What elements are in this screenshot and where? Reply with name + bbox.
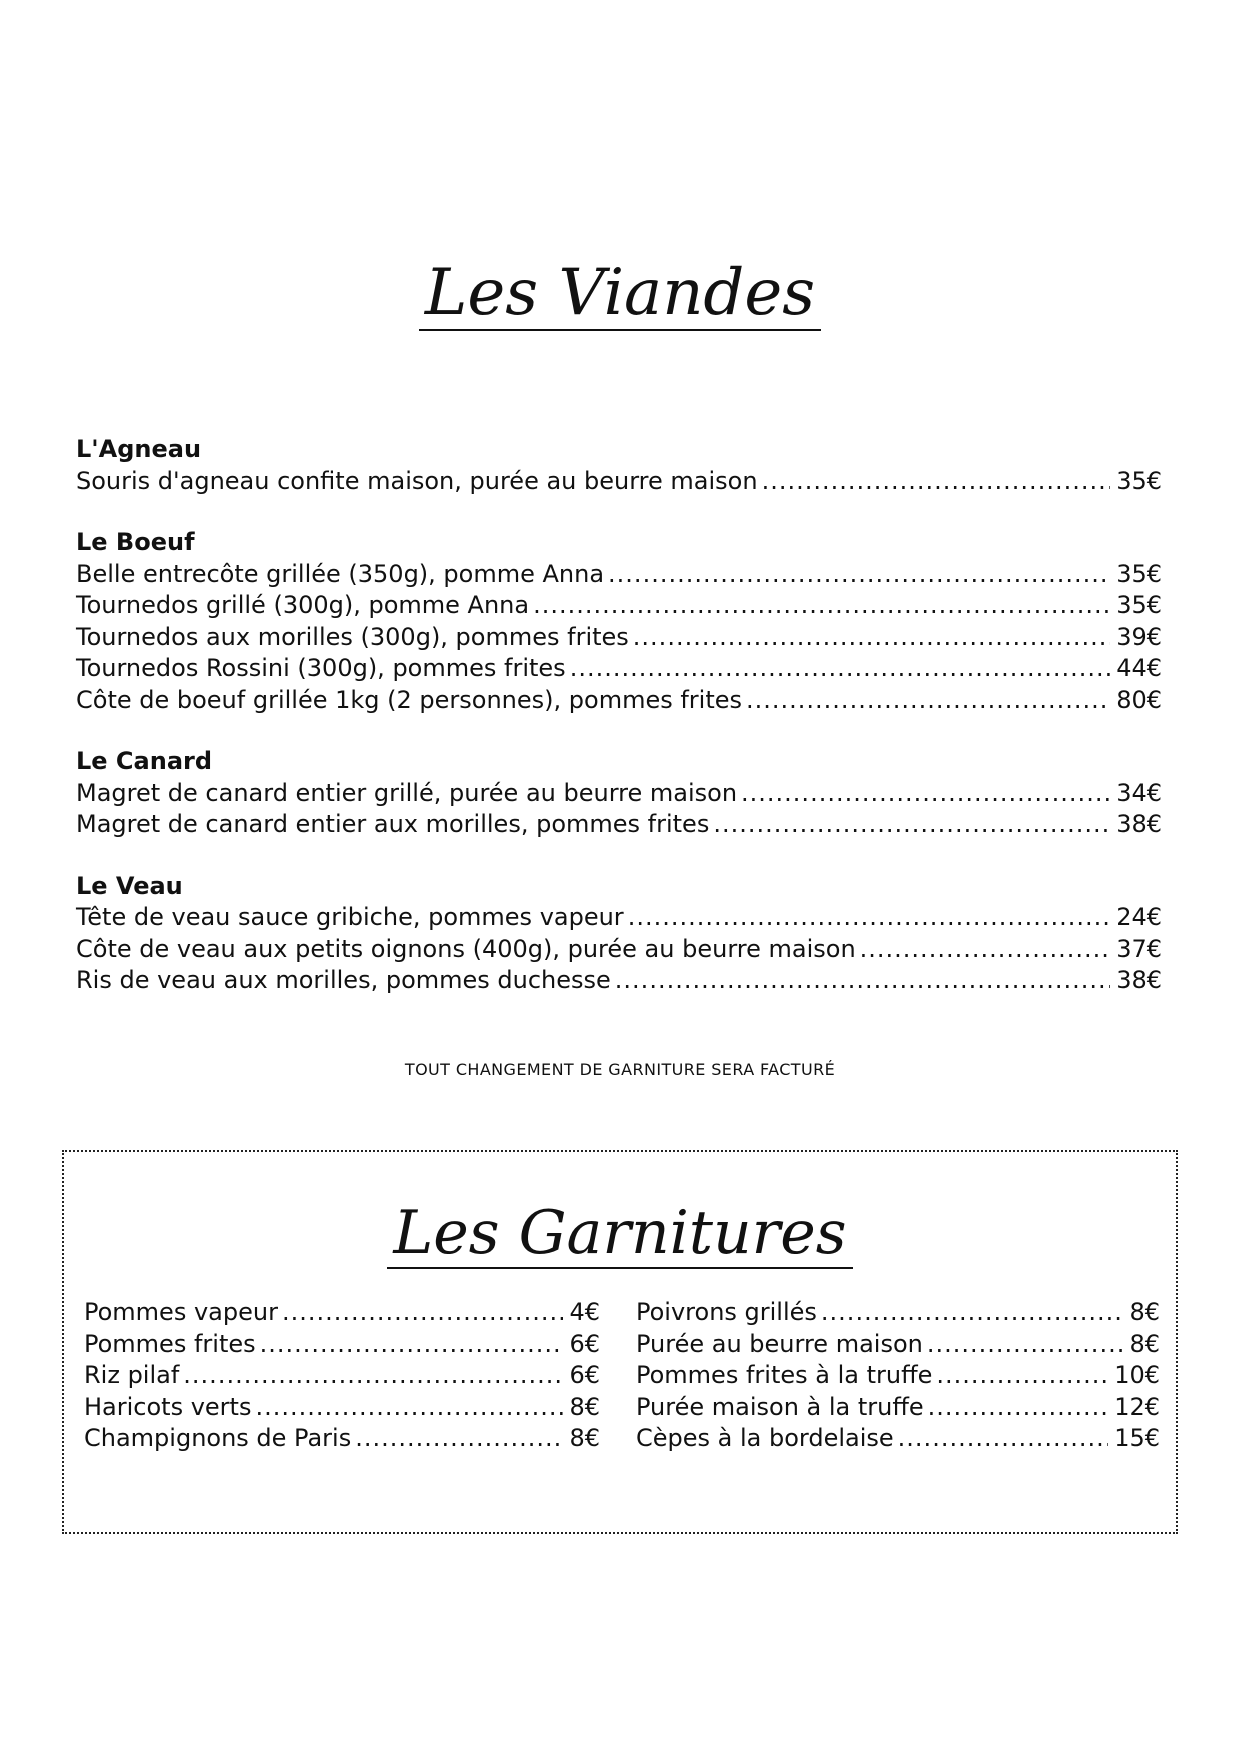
item-name: Tête de veau sauce gribiche, pommes vapeur	[76, 903, 624, 931]
item-price: 24€	[1116, 903, 1162, 931]
leader-dots	[260, 1329, 564, 1361]
item-name: Magret de canard entier aux morilles, pommes frites	[76, 810, 710, 838]
leader-dots	[355, 1423, 563, 1455]
garniture-item	[636, 1360, 1160, 1392]
leader-dots	[936, 1360, 1108, 1392]
leader-dots	[741, 778, 1110, 810]
garniture-item	[84, 1423, 600, 1455]
garniture-item	[636, 1329, 1160, 1361]
item-name: Tournedos Rossini (300g), pommes frites	[76, 654, 566, 682]
leader-dots	[898, 1423, 1109, 1455]
item-price: 80€	[1116, 685, 1162, 714]
menu-item	[76, 685, 1162, 717]
garniture-item	[84, 1297, 600, 1329]
category-boeuf	[76, 527, 1162, 716]
item-price: 12€	[1114, 1392, 1160, 1421]
category-title: Le Veau	[76, 871, 183, 900]
garnish-notice: TOUT CHANGEMENT DE GARNITURE SERA FACTURÉ	[404, 1060, 836, 1079]
leader-dots	[821, 1297, 1124, 1329]
garniture-item	[636, 1423, 1160, 1455]
item-price: 8€	[1129, 1329, 1160, 1358]
item-name: Ris de veau aux morilles, pommes duchesse	[76, 966, 611, 994]
item-name: Champignons de Paris	[84, 1424, 352, 1452]
leader-dots	[570, 653, 1111, 685]
leader-dots	[533, 590, 1110, 622]
garnitures-right-column	[636, 1297, 1160, 1455]
item-name: Cèpes à la bordelaise	[636, 1424, 894, 1452]
item-name: Riz pilaf	[84, 1361, 180, 1389]
category-title: Le Boeuf	[76, 528, 195, 556]
leader-dots	[633, 622, 1110, 654]
item-name: Purée au beurre maison	[636, 1329, 923, 1358]
category-title: Le Canard	[76, 747, 213, 775]
item-price: 35€	[1116, 591, 1162, 619]
leader-dots	[255, 1392, 563, 1424]
menu-item	[76, 590, 1162, 622]
category-title: L'Agneau	[76, 435, 202, 463]
item-price: 4€	[569, 1298, 600, 1326]
leader-dots	[183, 1360, 563, 1392]
leader-dots	[628, 902, 1111, 934]
item-price: 10€	[1114, 1361, 1160, 1389]
menu-item	[76, 809, 1162, 841]
item-name: Poivrons grillés	[636, 1298, 817, 1326]
meat-menu	[76, 434, 1162, 1027]
category-agneau	[76, 434, 1162, 497]
menu-item	[76, 902, 1162, 934]
menu-item	[76, 653, 1162, 685]
garnitures-title-text: Les Garnitures	[387, 1203, 852, 1269]
category-veau	[76, 871, 1162, 997]
leader-dots	[860, 934, 1111, 966]
item-price: 8€	[569, 1392, 600, 1421]
garniture-item	[636, 1297, 1160, 1329]
item-name: Magret de canard entier grillé, purée au beurre maison	[76, 778, 738, 807]
menu-item	[76, 965, 1162, 997]
item-price: 34€	[1116, 778, 1162, 807]
item-name: Pommes frites	[84, 1329, 256, 1358]
menu-item	[76, 622, 1162, 654]
leader-dots	[762, 466, 1111, 498]
menu-item	[76, 559, 1162, 591]
item-name: Côte de veau aux petits oignons (400g), purée au beurre maison	[76, 934, 856, 963]
item-price: 8€	[569, 1424, 600, 1452]
garniture-item	[636, 1392, 1160, 1424]
item-price: 6€	[569, 1329, 600, 1358]
category-canard	[76, 746, 1162, 841]
leader-dots	[608, 559, 1110, 591]
garniture-item	[84, 1392, 600, 1424]
menu-item	[76, 934, 1162, 966]
garniture-item	[84, 1360, 600, 1392]
item-price: 35€	[1116, 559, 1162, 588]
item-name: Purée maison à la truffe	[636, 1392, 924, 1421]
item-name: Tournedos grillé (300g), pomme Anna	[76, 591, 530, 619]
item-price: 35€	[1116, 466, 1162, 495]
item-price: 38€	[1116, 966, 1162, 994]
menu-item	[76, 778, 1162, 810]
leader-dots	[615, 965, 1110, 997]
section-title-viandes	[0, 256, 1240, 331]
item-price: 6€	[569, 1361, 600, 1389]
item-price: 15€	[1114, 1424, 1160, 1452]
leader-dots	[282, 1297, 564, 1329]
item-price: 44€	[1116, 654, 1162, 682]
leader-dots	[928, 1392, 1109, 1424]
section-title-garnitures	[0, 1198, 1240, 1269]
leader-dots	[927, 1329, 1124, 1361]
item-name: Côte de boeuf grillée 1kg (2 personnes), pommes frites	[76, 685, 743, 714]
item-price: 37€	[1116, 934, 1162, 963]
garniture-item	[84, 1329, 600, 1361]
item-name: Belle entrecôte grillée (350g), pomme Anna	[76, 559, 605, 588]
item-name: Souris d'agneau confite maison, purée au beurre maison	[76, 466, 758, 495]
item-price: 38€	[1116, 810, 1162, 838]
item-name: Tournedos aux morilles (300g), pommes frites	[76, 622, 629, 651]
item-price: 8€	[1129, 1298, 1160, 1326]
item-price: 39€	[1116, 622, 1162, 651]
item-name: Pommes frites à la truffe	[636, 1361, 933, 1389]
item-name: Haricots verts	[84, 1392, 252, 1421]
item-name: Pommes vapeur	[84, 1298, 278, 1326]
leader-dots	[746, 685, 1110, 717]
garnitures-left-column	[84, 1297, 600, 1455]
viandes-title-text: Les Viandes	[419, 261, 821, 331]
leader-dots	[713, 809, 1110, 841]
menu-item	[76, 466, 1162, 498]
